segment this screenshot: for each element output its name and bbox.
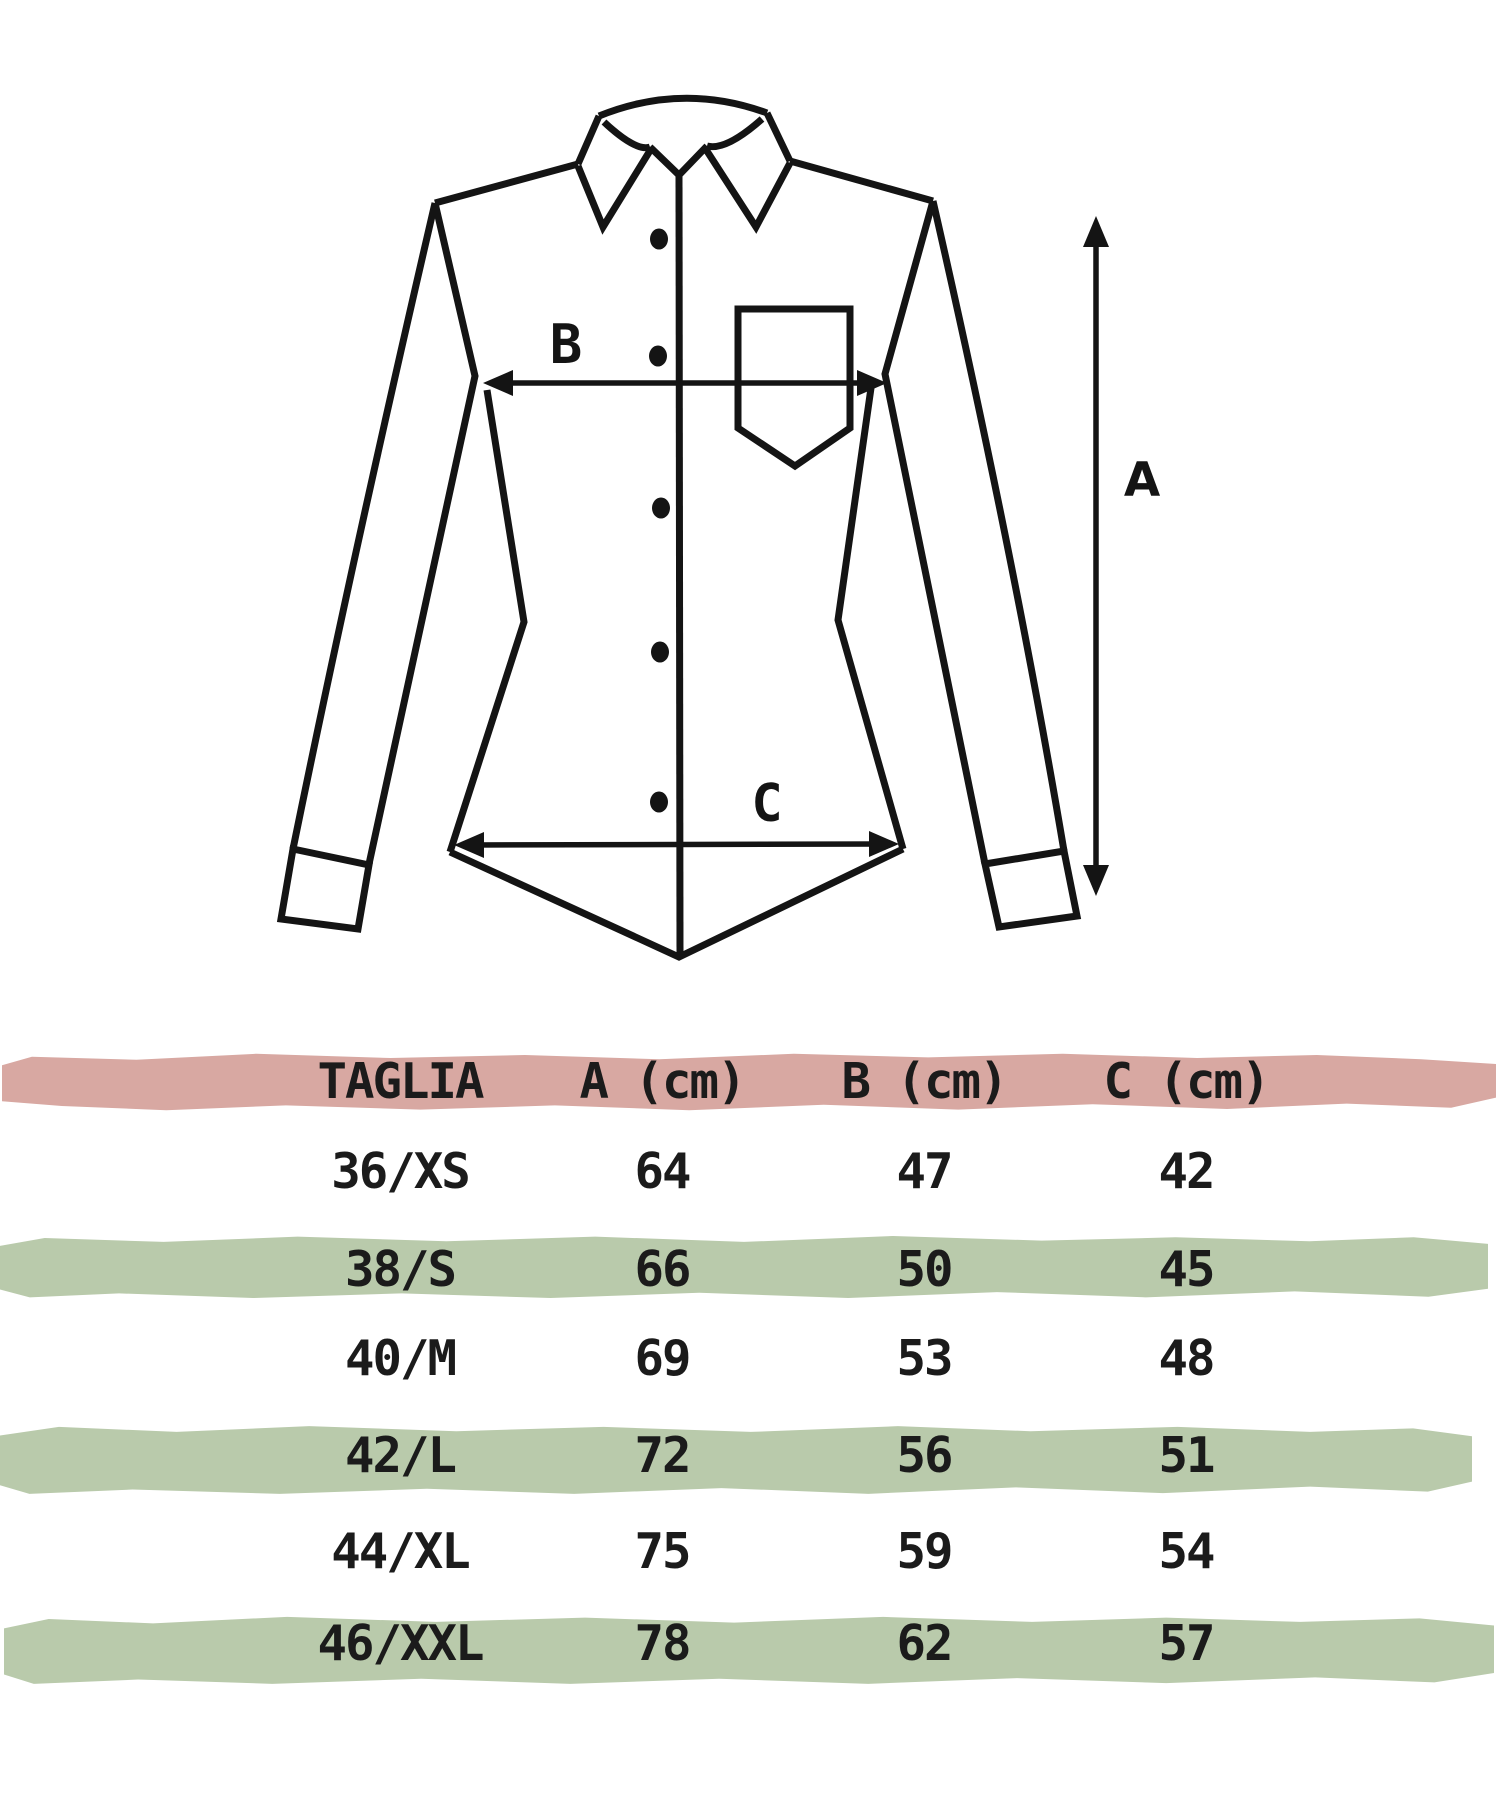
size-cell: 38/S: [344, 1240, 455, 1298]
placket-line: [679, 175, 680, 957]
collar-right-edge: [767, 113, 790, 161]
button: [652, 498, 670, 519]
buttons: [649, 229, 670, 813]
b-cell: 56: [896, 1426, 952, 1484]
b-cell: 47: [896, 1142, 952, 1200]
size-cell: 46/XXL: [317, 1614, 483, 1672]
lapel-left: [578, 149, 651, 227]
arrow-a-head-top: [1083, 216, 1109, 247]
collar-top-arc: [599, 98, 767, 116]
a-cell: 72: [634, 1426, 690, 1484]
c-cell: 48: [1158, 1329, 1214, 1387]
a-cell: 66: [634, 1240, 690, 1298]
b-cell: 62: [896, 1614, 952, 1672]
c-cell: 51: [1158, 1426, 1214, 1484]
body-right-edge: [838, 388, 903, 849]
shoulder-right: [790, 161, 933, 201]
sleeve-left-outer: [293, 203, 435, 849]
collar-center-notch: [650, 146, 707, 175]
table-row: [269, 1124, 1317, 1218]
sleeve-right-inner: [885, 201, 985, 864]
arrow-c-shaft: [471, 844, 882, 845]
a-cell: 64: [634, 1142, 690, 1200]
cuff-right: [985, 851, 1077, 927]
collar-left-edge: [578, 116, 599, 164]
header-a: A (cm): [579, 1052, 745, 1110]
label-a: A: [1123, 453, 1161, 508]
label-b: B: [549, 313, 583, 376]
c-cell: 57: [1158, 1614, 1214, 1672]
button: [649, 346, 667, 367]
neckline-left: [604, 122, 650, 148]
b-cell: 50: [896, 1240, 952, 1298]
sleeve-right-outer: [933, 201, 1064, 851]
shirt-outline: [281, 98, 1077, 957]
size-cell: 36/XS: [331, 1142, 469, 1200]
table-row: [269, 1311, 1317, 1405]
table-row: [269, 1222, 1317, 1316]
lapel-right: [705, 148, 790, 227]
b-cell: 59: [896, 1522, 952, 1580]
label-c: C: [751, 774, 783, 834]
table-row: [269, 1596, 1317, 1690]
c-cell: 54: [1158, 1522, 1214, 1580]
c-cell: 42: [1158, 1142, 1214, 1200]
table-row: [269, 1408, 1317, 1502]
size-cell: 40/M: [344, 1329, 455, 1387]
a-cell: 69: [634, 1329, 690, 1387]
a-cell: 78: [634, 1614, 690, 1672]
a-cell: 75: [634, 1522, 690, 1580]
header-c: C (cm): [1103, 1052, 1269, 1110]
b-cell: 53: [896, 1329, 952, 1387]
arrow-a-head-bottom: [1083, 865, 1109, 896]
button: [651, 642, 669, 663]
body-left-edge: [450, 390, 524, 852]
size-cell: 42/L: [344, 1426, 455, 1484]
size-cell: 44/XL: [331, 1522, 469, 1580]
shoulder-left: [435, 164, 578, 203]
table-header-row: [269, 1034, 1317, 1128]
table-row: [269, 1504, 1317, 1598]
header-b: B (cm): [841, 1052, 1007, 1110]
neckline-right: [707, 119, 762, 147]
button: [650, 229, 668, 250]
c-cell: 45: [1158, 1240, 1214, 1298]
cuff-left: [281, 849, 369, 929]
header-size: TAGLIA: [317, 1052, 483, 1110]
button: [650, 792, 668, 813]
chest-pocket: [738, 309, 850, 466]
sleeve-left-inner: [369, 203, 475, 864]
